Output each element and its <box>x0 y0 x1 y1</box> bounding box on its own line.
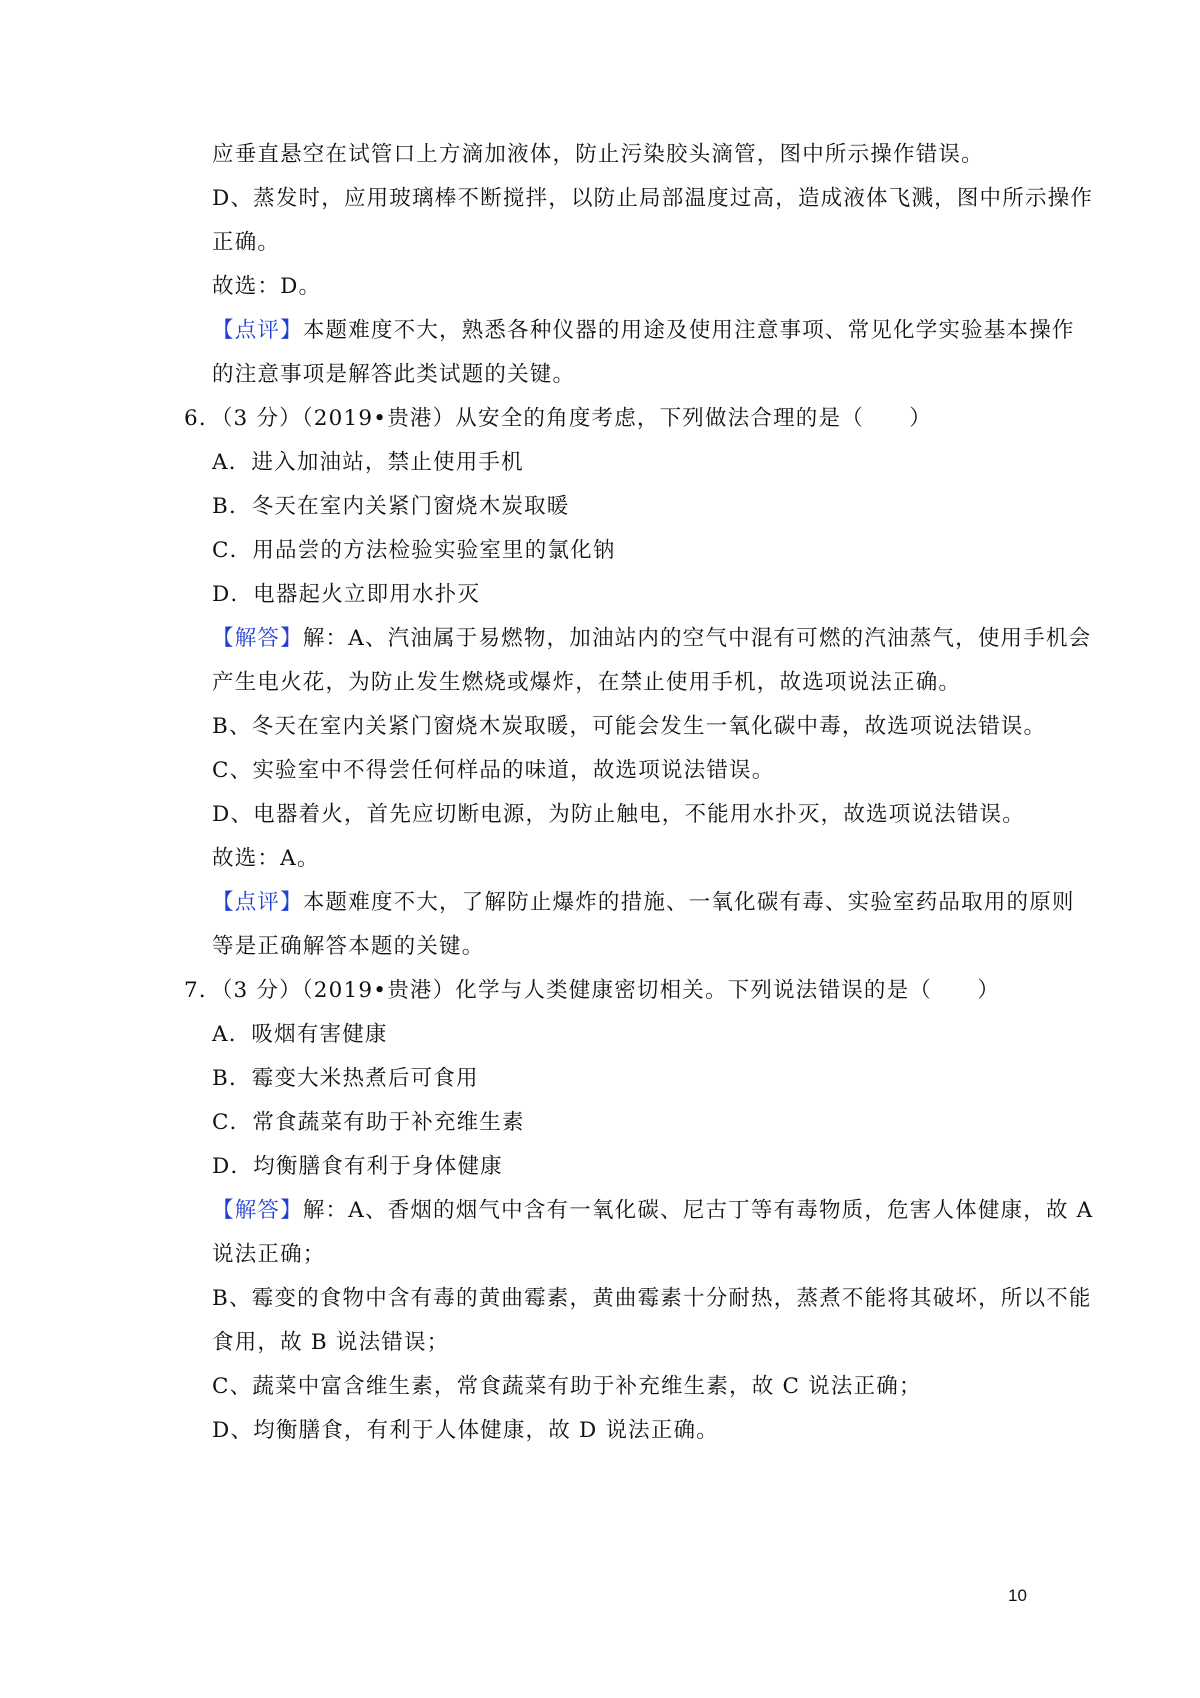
answer-choice: 故选：A。 <box>212 846 320 871</box>
text-line: 应垂直悬空在试管口上方滴加液体，防止污染胶头滴管，图中所示操作错误。 <box>212 142 984 167</box>
text-line: D、均衡膳食，有利于人体健康，故 D 说法正确。 <box>212 1418 719 1443</box>
text-line: C、蔬菜中富含维生素，常食蔬菜有助于补充维生素，故 C 说法正确； <box>212 1374 922 1399</box>
text-line: D、蒸发时，应用玻璃棒不断搅拌，以防止局部温度过高，造成液体飞溅，图中所示操作 <box>212 186 1094 211</box>
question-7-stem: 7．（3 分）（2019•贵港）化学与人类健康密切相关。下列说法错误的是（ ） <box>184 978 1001 1003</box>
answer-tag: 【解答】 <box>212 626 303 651</box>
answer-text: 解：A、汽油属于易燃物，加油站内的空气中混有可燃的汽油蒸气，使用手机会 <box>302 626 1092 651</box>
comment-text: 本题难度不大，熟悉各种仪器的用途及使用注意事项、常见化学实验基本操作 <box>302 318 1075 343</box>
text-line: 的注意事项是解答此类试题的关键。 <box>212 362 576 387</box>
text-line: D、电器着火，首先应切断电源，为防止触电，不能用水扑灭，故选项说法错误。 <box>212 802 1025 827</box>
option-c: C．常食蔬菜有助于补充维生素 <box>212 1110 525 1135</box>
answer-tag: 【解答】 <box>212 1198 303 1223</box>
text-line: C、实验室中不得尝任何样品的味道，故选项说法错误。 <box>212 758 775 783</box>
text-line: 产生电火花，为防止发生燃烧或爆炸，在禁止使用手机，故选项说法正确。 <box>212 670 962 695</box>
option-c: C．用品尝的方法检验实验室里的氯化钠 <box>212 538 616 563</box>
comment-text: 本题难度不大，了解防止爆炸的措施、一氧化碳有毒、实验室药品取用的原则 <box>302 890 1075 915</box>
option-a: A．进入加油站，禁止使用手机 <box>212 450 524 475</box>
option-d: D．电器起火立即用水扑灭 <box>212 582 481 607</box>
text-line: 说法正确； <box>212 1242 326 1267</box>
comment-line <box>212 316 1075 346</box>
page-number: 10 <box>1008 1586 1027 1605</box>
comment-tag: 【点评】 <box>212 890 303 915</box>
comment-line <box>212 888 1075 918</box>
question-6-stem: 6．（3 分）（2019•贵港）从安全的角度考虑，下列做法合理的是（ ） <box>184 406 932 431</box>
comment-tag: 【点评】 <box>212 318 303 343</box>
text-line: 食用，故 B 说法错误； <box>212 1330 450 1355</box>
text-line: 正确。 <box>212 230 281 255</box>
option-b: B．霉变大米热煮后可食用 <box>212 1066 479 1091</box>
answer-text: 解：A、香烟的烟气中含有一氧化碳、尼古丁等有毒物质，危害人体健康，故 A <box>302 1198 1094 1223</box>
answer-line <box>212 624 1091 654</box>
answer-line <box>212 1196 1093 1226</box>
option-a: A．吸烟有害健康 <box>212 1022 388 1047</box>
option-b: B．冬天在室内关紧门窗烧木炭取暖 <box>212 494 570 519</box>
text-line: 等是正确解答本题的关键。 <box>212 934 485 959</box>
answer-choice: 故选：D。 <box>212 274 322 299</box>
text-line: B、冬天在室内关紧门窗烧木炭取暖，可能会发生一氧化碳中毒，故选项说法错误。 <box>212 714 1047 739</box>
option-d: D．均衡膳食有利于身体健康 <box>212 1154 503 1179</box>
text-line: B、霉变的食物中含有毒的黄曲霉素，黄曲霉素十分耐热，蒸煮不能将其破坏，所以不能 <box>212 1286 1092 1311</box>
